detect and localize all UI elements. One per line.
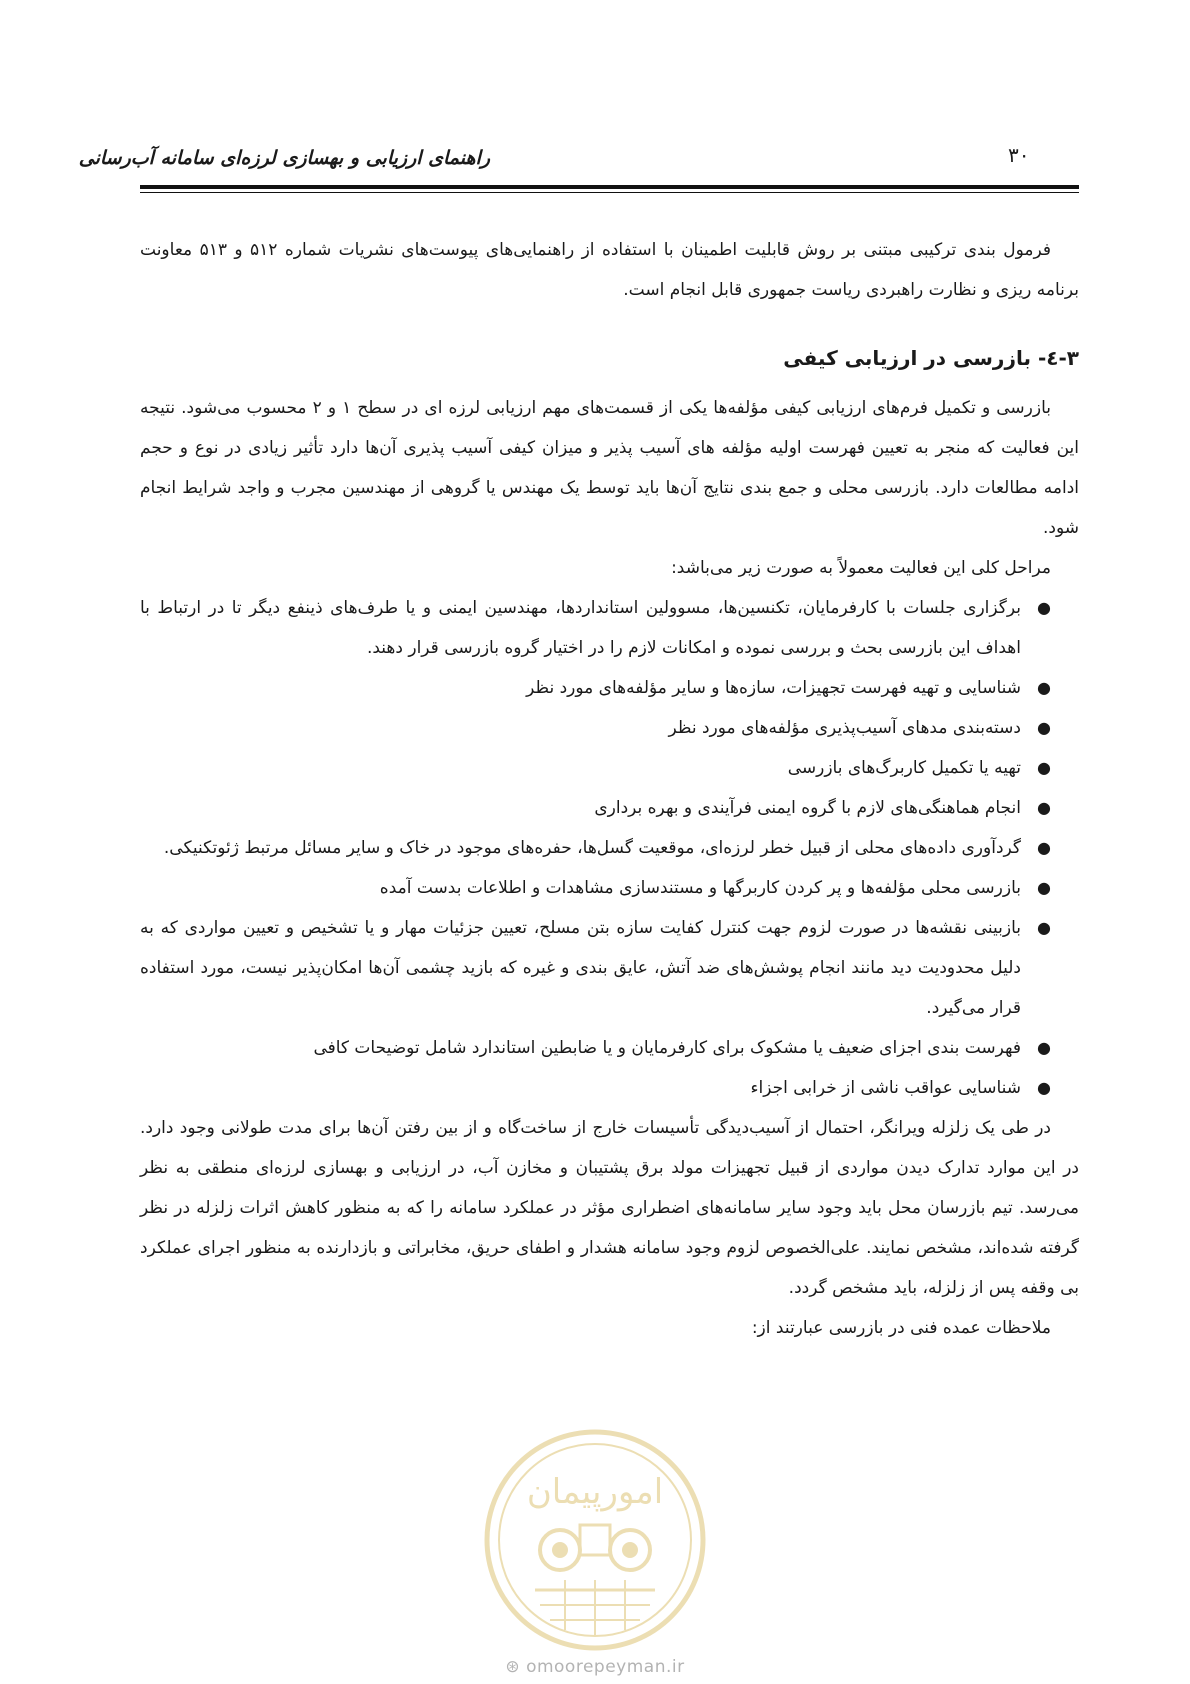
final-line: ملاحظات عمده فنی در بازرسی عبارتند از: [751,1318,1051,1338]
list-item-text: گردآوری داده‌های محلی از قبیل خطر لرزه‌ای، موقعیت گسل‌ها، حفره‌های موجود در خاک و سایر مسائل مرتبط ژئوتکنیکی. [163,838,1021,858]
footer-url-text: omoorepeyman.ir [526,1657,685,1677]
list-item-text: بازبینی نقشه‌ها در صورت لزوم جهت کنترل کفایت سازه بتن مسلح، تعیین جزئیات مهار و یا تشخیص و تعیین مواردی که به دلیل محدودیت دید مانند انجام پوشش‌های ضد آتش، عایق بندی و غیره که بازید چشمی آن‌ها امکان‌پذیر نیست، مورد استفاده قرار می‌گیرد. [140,918,1021,1018]
list-item-text: فهرست بندی اجزای ضعیف یا مشکوک برای کارفرمایان و یا ضابطین استاندارد شامل توضیحات کافی [313,1038,1021,1058]
section-paragraph: بازرسی و تکمیل فرم‌های ارزیابی کیفی مؤلفه‌ها یکی از قسمت‌های مهم ارزیابی لرزه ای در سطح ۱ و ۲ محسوب می‌شود. نتیجه این فعالیت که منجر به تعیین فهرست اولیه مؤلفه های آسیب پذیر و میزان کیفی آسیب پذیری آن‌ها دارد تأثیر زیادی در نوع و حجم ادامه مطالعات دارد. بازرسی محلی و جمع بندی نتایج آن‌ها باید توسط یک مهندس یا گروهی از مهندسین مجرب و واجد شرایط انجام شود. [140,398,1079,538]
bullet-icon: ● [1037,1038,1051,1057]
bullet-icon: ● [1037,718,1051,737]
bullet-icon: ● [1037,878,1051,897]
header-rule-thin [140,192,1079,193]
steps-intro: مراحل کلی این فعالیت معمولاً به صورت زیر می‌باشد: [671,558,1051,578]
watermark-seal-icon [480,1425,710,1655]
list-item [140,868,1051,908]
intro-paragraph: فرمول بندی ترکیبی مبتنی بر روش قابلیت اطمینان با استفاده از راهنمایی‌های پیوست‌های نشریات شماره ۵۱۲ و ۵۱۳ معاونت برنامه ریزی و نظارت راهبردی ریاست جمهوری قابل انجام است. [140,240,1079,300]
list-item-text: انجام هماهنگی‌های لازم با گروه ایمنی فرآیندی و بهره برداری [594,798,1021,818]
bullet-icon: ● [1037,798,1051,817]
list-item [140,1028,1051,1068]
list-item [140,908,1051,1028]
list-item-text: بازرسی محلی مؤلفه‌ها و پر کردن کاربرگها و مستندسازی مشاهدات و اطلاعات بدست آمده [379,878,1021,898]
bullet-icon: ● [1037,918,1051,937]
list-item [140,668,1051,708]
list-item [140,828,1051,868]
page-body [140,230,1079,1348]
web-icon: ⊛ [505,1657,521,1677]
list-item [140,708,1051,748]
bullet-icon: ● [1037,838,1051,857]
closing-paragraph: در طی یک زلزله ویرانگر، احتمال از آسیب‌دیدگی تأسیسات خارج از ساخت‌گاه و از بین رفتن آن‌ها برای مدت طولانی وجود دارد. در این موارد تدارک دیدن مواردی از قبیل تجهیزات مولد برق پشتیبان و مخازن آب، در ارزیابی و بهسازی لرزه‌ای منطقی به نظر می‌رسد. تیم بازرسان محل باید وجود سایر سامانه‌های اضطراری مؤثر در عملکرد سامانه را که به منظور کاهش اثرات زلزله در نظر گرفته شده‌اند، مشخص نمایند. علی‌الخصوص لزوم وجود سامانه هشدار و اطفای حریق، مخابراتی و بازدارنده به منظور اجرای عملکرد بی وقفه پس از زلزله، باید مشخص گردد. [140,1118,1079,1298]
bullet-icon: ● [1037,1078,1051,1097]
bullet-icon: ● [1037,678,1051,697]
list-item [140,588,1051,668]
list-item [140,788,1051,828]
page-number: ۳۰ [1008,143,1030,167]
watermark-text: امورپیمان [526,1472,664,1512]
list-item-text: دسته‌بندی مدهای آسیب‌پذیری مؤلفه‌های مورد نظر [668,718,1021,738]
list-item-text: برگزاری جلسات با کارفرمایان، تکنسین‌ها، مسوولین استانداردها، مهندسین ایمنی و یا طرف‌های ذینفع دیگر تا در ارتباط با اهداف این بازرسی بحث و بررسی نموده و امکانات لازم را در اختیار گروه بازرسی قرار دهند. [140,598,1021,658]
list-item-text: شناسایی و تهیه فهرست تجهیزات، سازه‌ها و سایر مؤلفه‌های مورد نظر [526,678,1021,698]
running-title: راهنمای ارزیابی و بهسازی لرزه‌ای سامانه آب‌رسانی [78,147,490,169]
list-item [140,1068,1051,1108]
list-item-text: تهیه یا تکمیل کاربرگ‌های بازرسی [787,758,1021,778]
list-item-text: شناسایی عواقب ناشی از خرابی اجزاء [750,1078,1021,1098]
bullet-icon: ● [1037,598,1051,617]
steps-list [140,588,1079,1108]
bullet-icon: ● [1037,758,1051,777]
header-rule-thick [140,185,1079,189]
page-header [0,0,1190,200]
footer-url [0,1657,1190,1677]
section-heading: ۳-٤- بازرسی در ارزیابی کیفی [783,346,1079,370]
list-item [140,748,1051,788]
